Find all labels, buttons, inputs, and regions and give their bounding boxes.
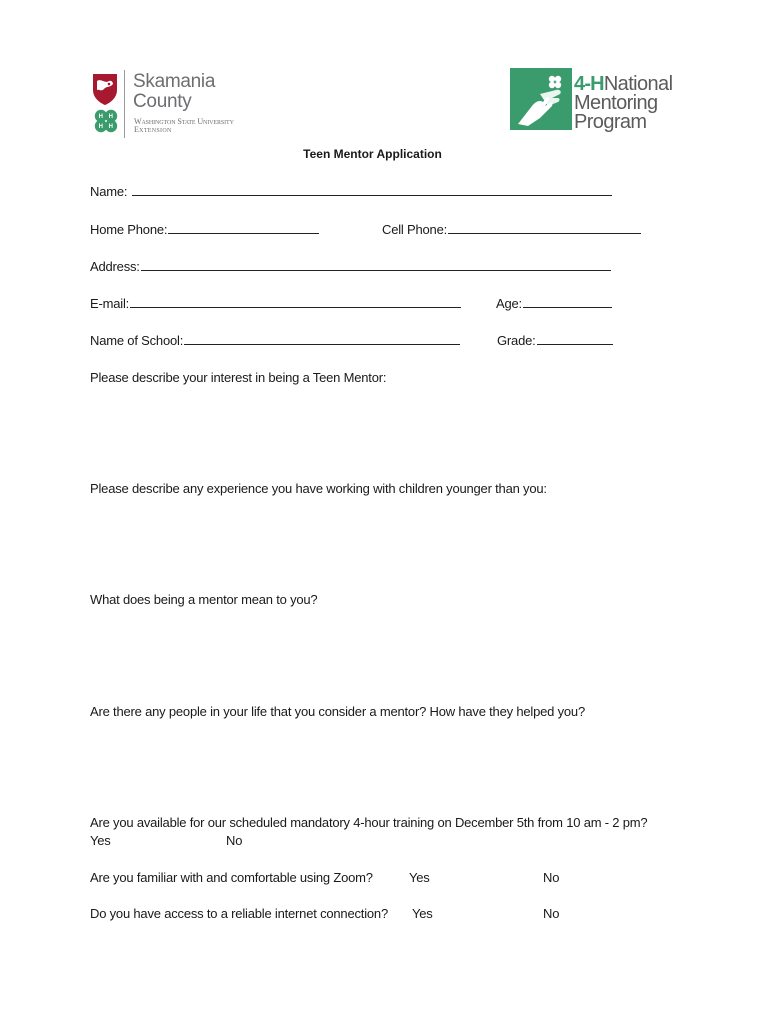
university-name: Washington State University	[134, 117, 234, 126]
home-phone-label: Home Phone:	[90, 222, 168, 237]
clover-4h-icon	[93, 108, 119, 134]
question-internet: Do you have access to a reliable internet connection?	[90, 906, 388, 921]
school-input[interactable]	[184, 332, 460, 345]
school-label: Name of School:	[90, 333, 184, 348]
age-row	[496, 295, 612, 311]
logo-line2: Mentoring	[574, 92, 658, 114]
address-label: Address:	[90, 259, 140, 274]
training-yes-option[interactable]: Yes	[90, 833, 111, 848]
name-row	[90, 183, 612, 199]
wsu-shield-icon	[92, 72, 118, 106]
zoom-yes-option[interactable]: Yes	[409, 870, 430, 885]
4h-mentoring-logo	[510, 68, 690, 132]
logo-line3: Program	[574, 111, 647, 133]
extension-label: Extension	[134, 125, 172, 134]
grade-label: Grade:	[497, 333, 536, 348]
question-training: Are you available for our scheduled mandatory 4-hour training on December 5th from 10 am - 2 pm?	[90, 815, 648, 830]
page-title: Teen Mentor Application	[303, 147, 442, 161]
address-input[interactable]	[141, 258, 611, 271]
question-mentors: Are there any people in your life that you consider a mentor? How have they helped you?	[90, 704, 585, 719]
zoom-no-option[interactable]: No	[543, 870, 560, 885]
svg-text:H: H	[98, 124, 103, 130]
email-input[interactable]	[130, 295, 461, 308]
home-phone-row	[90, 221, 319, 237]
age-input[interactable]	[523, 295, 612, 308]
question-meaning: What does being a mentor mean to you?	[90, 592, 318, 607]
brand-4h: 4-H	[574, 73, 604, 95]
grade-row	[497, 332, 613, 348]
age-label: Age:	[496, 296, 522, 311]
answer-area-experience[interactable]	[90, 501, 680, 581]
org-name-line1: Skamania	[133, 71, 216, 92]
answer-area-interest[interactable]	[90, 390, 680, 470]
org-name-line2: County	[133, 91, 192, 112]
home-phone-input[interactable]	[168, 221, 319, 234]
cell-phone-label: Cell Phone:	[382, 222, 448, 237]
name-label: Name:	[90, 184, 128, 199]
helping-hands-icon	[510, 68, 572, 130]
internet-no-option[interactable]: No	[543, 906, 560, 921]
address-row	[90, 258, 611, 274]
svg-text:H: H	[108, 114, 113, 120]
svg-text:H: H	[108, 124, 113, 130]
answer-area-mentors[interactable]	[90, 724, 680, 804]
logo-divider	[124, 70, 125, 138]
question-experience: Please describe any experience you have working with children younger than you:	[90, 481, 547, 496]
name-input[interactable]	[132, 183, 612, 196]
svg-text:H: H	[98, 114, 103, 120]
school-row	[90, 332, 460, 348]
cell-phone-input[interactable]	[448, 221, 641, 234]
brand-national: National	[603, 73, 673, 95]
email-label: E-mail:	[90, 296, 130, 311]
grade-input[interactable]	[537, 332, 613, 345]
question-interest: Please describe your interest in being a Teen Mentor:	[90, 370, 387, 385]
email-row	[90, 295, 461, 311]
answer-area-meaning[interactable]	[90, 612, 680, 692]
question-zoom: Are you familiar with and comfortable using Zoom?	[90, 870, 373, 885]
cell-phone-row	[382, 221, 641, 237]
wsu-extension-logo	[92, 68, 242, 140]
internet-yes-option[interactable]: Yes	[412, 906, 433, 921]
training-no-option[interactable]: No	[226, 833, 243, 848]
